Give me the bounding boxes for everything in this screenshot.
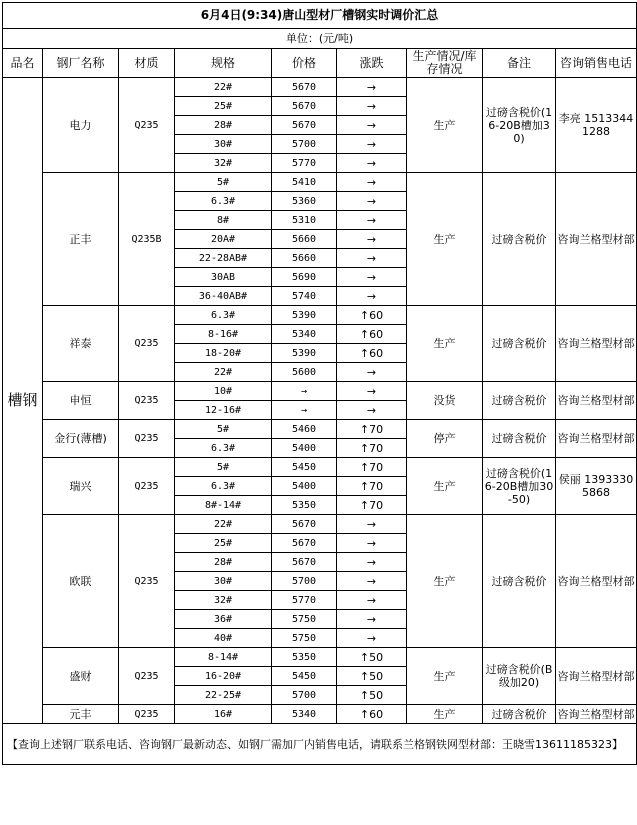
price-sheet — [2, 2, 637, 765]
price-cell: 5450 — [272, 458, 337, 477]
footer-row — [3, 724, 637, 765]
mill-name-cell: 祥泰 — [43, 306, 119, 382]
change-cell: → — [337, 553, 407, 572]
status-cell: 生产 — [407, 705, 483, 724]
header-spec: 规格 — [175, 49, 272, 78]
table-row — [3, 420, 637, 439]
change-cell: → — [337, 268, 407, 287]
contact-cell: 侯丽 13933305868 — [556, 458, 637, 515]
mill-name-cell: 欧联 — [43, 515, 119, 648]
price-cell: 5350 — [272, 648, 337, 667]
change-cell: → — [337, 192, 407, 211]
header-mill: 钢厂名称 — [43, 49, 119, 78]
remark-cell: 过磅含税价 — [483, 515, 556, 648]
material-cell: Q235 — [119, 458, 175, 515]
change-cell: → — [337, 154, 407, 173]
material-cell: Q235 — [119, 306, 175, 382]
material-cell: Q235 — [119, 78, 175, 173]
spec-cell: 25# — [175, 534, 272, 553]
contact-cell: 咨询兰格型材部 — [556, 648, 637, 705]
contact-cell: 咨询兰格型材部 — [556, 173, 637, 306]
change-cell: → — [337, 135, 407, 154]
contact-cell: 咨询兰格型材部 — [556, 705, 637, 724]
price-cell: 5390 — [272, 344, 337, 363]
spec-cell: 16# — [175, 705, 272, 724]
table-row — [3, 458, 637, 477]
change-cell: → — [337, 515, 407, 534]
spec-cell: 40# — [175, 629, 272, 648]
mill-name-cell: 正丰 — [43, 173, 119, 306]
price-cell: 5460 — [272, 420, 337, 439]
status-cell: 生产 — [407, 648, 483, 705]
price-cell: 5740 — [272, 287, 337, 306]
price-cell: 5360 — [272, 192, 337, 211]
material-cell: Q235 — [119, 515, 175, 648]
remark-cell: 过磅含税价 — [483, 420, 556, 458]
status-cell: 生产 — [407, 78, 483, 173]
price-cell: 5670 — [272, 116, 337, 135]
spec-cell: 20A# — [175, 230, 272, 249]
header-remark: 备注 — [483, 49, 556, 78]
change-cell: ↑70 — [337, 458, 407, 477]
spec-cell: 8#-14# — [175, 496, 272, 515]
spec-cell: 10# — [175, 382, 272, 401]
table-row — [3, 306, 637, 325]
table-row — [3, 515, 637, 534]
change-cell: → — [337, 401, 407, 420]
mill-name-cell: 金行(薄槽) — [43, 420, 119, 458]
mill-name-cell: 元丰 — [43, 705, 119, 724]
change-cell: → — [337, 287, 407, 306]
contact-cell: 咨询兰格型材部 — [556, 420, 637, 458]
spec-cell: 22# — [175, 78, 272, 97]
change-cell: → — [337, 78, 407, 97]
spec-cell: 32# — [175, 591, 272, 610]
price-cell: → — [272, 401, 337, 420]
spec-cell: 5# — [175, 458, 272, 477]
spec-cell: 22# — [175, 515, 272, 534]
price-cell: 5340 — [272, 325, 337, 344]
remark-cell: 过磅含税价 — [483, 306, 556, 382]
status-cell: 生产 — [407, 458, 483, 515]
change-cell: → — [337, 363, 407, 382]
spec-cell: 28# — [175, 116, 272, 135]
spec-cell: 36# — [175, 610, 272, 629]
spec-cell: 22-25# — [175, 686, 272, 705]
header-change: 涨跌 — [337, 49, 407, 78]
change-cell: ↑60 — [337, 325, 407, 344]
unit-row — [3, 29, 637, 49]
material-cell: Q235 — [119, 705, 175, 724]
table-row — [3, 382, 637, 401]
contact-cell: 咨询兰格型材部 — [556, 382, 637, 420]
contact-cell: 咨询兰格型材部 — [556, 515, 637, 648]
spec-cell: 8-16# — [175, 325, 272, 344]
price-cell: 5450 — [272, 667, 337, 686]
footer-note: 【查询上述钢厂联系电话、咨询钢厂最新动态、如钢厂需加厂内销售电话，请联系兰格钢铁网型材部：王晓雪13611185323】 — [3, 724, 637, 765]
price-cell: 5310 — [272, 211, 337, 230]
product-name-cell: 槽钢 — [3, 78, 43, 724]
price-cell: 5670 — [272, 534, 337, 553]
change-cell: → — [337, 97, 407, 116]
status-cell: 生产 — [407, 515, 483, 648]
mill-name-cell: 电力 — [43, 78, 119, 173]
price-cell: 5700 — [272, 135, 337, 154]
header-status: 生产情况/库存情况 — [407, 49, 483, 78]
spec-cell: 5# — [175, 420, 272, 439]
price-cell: 5600 — [272, 363, 337, 382]
price-table — [2, 2, 637, 765]
spec-cell: 22-28AB# — [175, 249, 272, 268]
spec-cell: 6.3# — [175, 192, 272, 211]
spec-cell: 25# — [175, 97, 272, 116]
change-cell: ↑50 — [337, 686, 407, 705]
price-cell: 5340 — [272, 705, 337, 724]
status-cell: 没货 — [407, 382, 483, 420]
spec-cell: 5# — [175, 173, 272, 192]
change-cell: ↑50 — [337, 667, 407, 686]
price-cell: 5670 — [272, 553, 337, 572]
change-cell: → — [337, 173, 407, 192]
remark-cell: 过磅含税价(B级加20) — [483, 648, 556, 705]
material-cell: Q235 — [119, 648, 175, 705]
spec-cell: 36-40AB# — [175, 287, 272, 306]
change-cell: ↑70 — [337, 477, 407, 496]
price-cell: 5700 — [272, 572, 337, 591]
spec-cell: 30# — [175, 572, 272, 591]
header-material: 材质 — [119, 49, 175, 78]
header-row — [3, 49, 637, 78]
price-cell: 5670 — [272, 78, 337, 97]
price-cell: 5660 — [272, 249, 337, 268]
change-cell: ↑60 — [337, 705, 407, 724]
price-cell: 5700 — [272, 686, 337, 705]
remark-cell: 过磅含税价 — [483, 173, 556, 306]
spec-cell: 30# — [175, 135, 272, 154]
spec-cell: 8# — [175, 211, 272, 230]
price-cell: 5350 — [272, 496, 337, 515]
price-cell: 5770 — [272, 591, 337, 610]
price-cell: 5770 — [272, 154, 337, 173]
change-cell: → — [337, 610, 407, 629]
title-row — [3, 3, 637, 29]
price-cell: 5660 — [272, 230, 337, 249]
change-cell: ↑60 — [337, 344, 407, 363]
change-cell: ↑70 — [337, 439, 407, 458]
mill-name-cell: 申恒 — [43, 382, 119, 420]
contact-cell: 李亮 15133441288 — [556, 78, 637, 173]
spec-cell: 8-14# — [175, 648, 272, 667]
price-cell: 5690 — [272, 268, 337, 287]
change-cell: → — [337, 116, 407, 135]
change-cell: ↑60 — [337, 306, 407, 325]
price-cell: 5750 — [272, 610, 337, 629]
change-cell: → — [337, 591, 407, 610]
remark-cell: 过磅含税价(16-20B槽加30) — [483, 78, 556, 173]
spec-cell: 6.3# — [175, 477, 272, 496]
change-cell: → — [337, 534, 407, 553]
change-cell: → — [337, 249, 407, 268]
mill-name-cell: 盛财 — [43, 648, 119, 705]
price-cell: 5410 — [272, 173, 337, 192]
change-cell: → — [337, 382, 407, 401]
change-cell: → — [337, 211, 407, 230]
remark-cell: 过磅含税价 — [483, 382, 556, 420]
mill-name-cell: 瑞兴 — [43, 458, 119, 515]
change-cell: ↑50 — [337, 648, 407, 667]
page-title: 6月4日(9:34)唐山型材厂槽钢实时调价汇总 — [3, 3, 637, 29]
change-cell: ↑70 — [337, 420, 407, 439]
table-row — [3, 173, 637, 192]
spec-cell: 22# — [175, 363, 272, 382]
change-cell: → — [337, 572, 407, 591]
price-table-body — [3, 3, 637, 765]
spec-cell: 12-16# — [175, 401, 272, 420]
spec-cell: 18-20# — [175, 344, 272, 363]
table-row — [3, 705, 637, 724]
remark-cell: 过磅含税价 — [483, 705, 556, 724]
status-cell: 生产 — [407, 306, 483, 382]
spec-cell: 6.3# — [175, 439, 272, 458]
price-cell: 5400 — [272, 439, 337, 458]
header-contact: 咨询销售电话 — [556, 49, 637, 78]
material-cell: Q235B — [119, 173, 175, 306]
spec-cell: 6.3# — [175, 306, 272, 325]
material-cell: Q235 — [119, 382, 175, 420]
price-cell: 5400 — [272, 477, 337, 496]
change-cell: → — [337, 629, 407, 648]
status-cell: 停产 — [407, 420, 483, 458]
price-cell: 5750 — [272, 629, 337, 648]
spec-cell: 30AB — [175, 268, 272, 287]
header-product: 品名 — [3, 49, 43, 78]
material-cell: Q235 — [119, 420, 175, 458]
price-cell: 5670 — [272, 97, 337, 116]
spec-cell: 32# — [175, 154, 272, 173]
price-cell: 5670 — [272, 515, 337, 534]
spec-cell: 28# — [175, 553, 272, 572]
price-cell: 5390 — [272, 306, 337, 325]
change-cell: → — [337, 230, 407, 249]
table-row — [3, 78, 637, 97]
contact-cell: 咨询兰格型材部 — [556, 306, 637, 382]
remark-cell: 过磅含税价(16-20B槽加30-50) — [483, 458, 556, 515]
header-price: 价格 — [272, 49, 337, 78]
table-row — [3, 648, 637, 667]
spec-cell: 16-20# — [175, 667, 272, 686]
change-cell: ↑70 — [337, 496, 407, 515]
price-cell: → — [272, 382, 337, 401]
unit-label: 单位：(元/吨) — [3, 29, 637, 49]
status-cell: 生产 — [407, 173, 483, 306]
